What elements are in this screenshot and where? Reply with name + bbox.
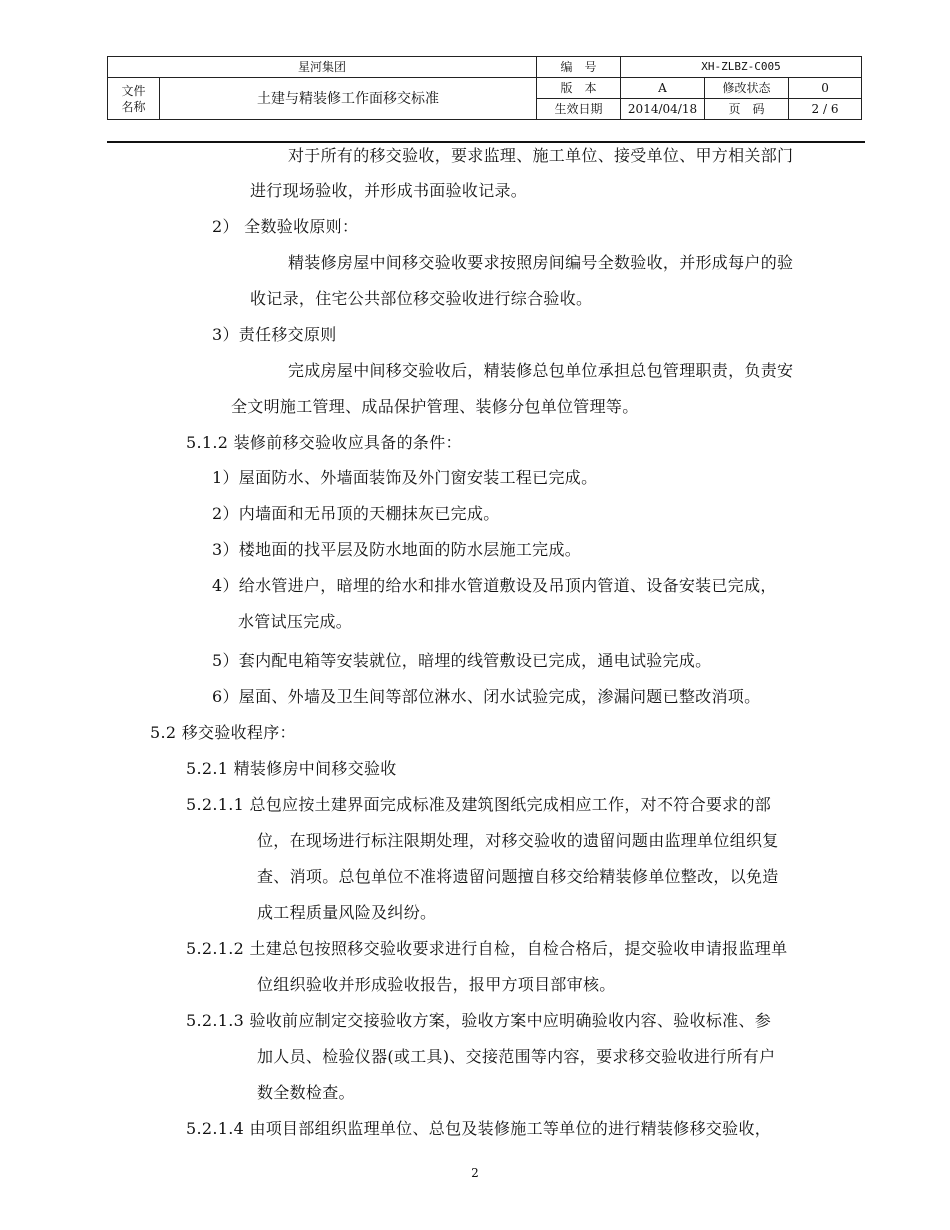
text-line: 收记录，住宅公共部位移交验收进行综合验收。 <box>250 289 593 308</box>
list-item: 3）楼地面的找平层及防水地面的防水层施工完成。 <box>212 540 582 559</box>
text-line: 对于所有的移交验收，要求监理、施工单位、接受单位、甲方相关部门 <box>288 146 794 165</box>
number-label: 编 号 <box>537 57 621 78</box>
page-label: 页 码 <box>705 99 789 120</box>
document-title: 土建与精装修工作面移交标准 <box>160 78 537 120</box>
effective-date-value: 2014/04/18 <box>621 99 705 120</box>
list-item: 4）给水管进户，暗埋的给水和排水管道敷设及吊顶内管道、设备安装已完成， <box>212 576 777 595</box>
text-line: 精装修房屋中间移交验收要求按照房间编号全数验收，并形成每户的验 <box>288 253 794 272</box>
list-item: 2）内墙面和无吊顶的天棚抹灰已完成。 <box>212 504 500 523</box>
list-item: 1）屋面防水、外墙面装饰及外门窗安装工程已完成。 <box>212 468 598 487</box>
text-line: 进行现场验收，并形成书面验收记录。 <box>250 181 528 200</box>
text-line: 2） 全数验收原则： <box>212 217 359 236</box>
version-value: A <box>621 78 705 99</box>
clause-text: 5.2.1.2 土建总包按照移交验收要求进行自检，自检合格后，提交验收申请报监理单 <box>186 939 788 958</box>
text-line: 全文明施工管理、成品保护管理、装修分包单位管理等。 <box>231 397 639 416</box>
page-number: 2 <box>471 1166 479 1180</box>
number-value: XH-ZLBZ-C005 <box>621 57 862 78</box>
effective-date-label: 生效日期 <box>537 99 621 120</box>
page-value: 2 / 6 <box>789 99 862 120</box>
subsection-heading: 5.2.1 精装修房中间移交验收 <box>186 759 397 778</box>
clause-text: 5.2.1.4 由项目部组织监理单位、总包及装修施工等单位的进行精装修移交验收， <box>186 1119 772 1138</box>
clause-text: 5.2.1.3 验收前应制定交接验收方案，验收方案中应明确验收内容、验收标准、参 <box>186 1011 772 1030</box>
clause-continuation: 加人员、检验仪器(或工具)、交接范围等内容，要求移交验收进行所有户 <box>257 1047 776 1066</box>
document-name-label-line2: 名称 <box>121 99 146 114</box>
clause-text: 5.2.1.1 总包应按土建界面完成标准及建筑图纸完成相应工作，对不符合要求的部 <box>186 795 772 814</box>
revision-value: 0 <box>789 78 862 99</box>
text-line: 3）责任移交原则 <box>212 325 337 344</box>
clause-continuation: 成工程质量风险及纠纷。 <box>257 903 437 922</box>
version-label: 版 本 <box>537 78 621 99</box>
clause-continuation: 位组织验收并形成验收报告，报甲方项目部审核。 <box>257 975 616 994</box>
clause-continuation: 查、消项。总包单位不准将遗留问题擅自移交给精装修单位整改，以免造 <box>257 867 779 886</box>
document-name-label-line1: 文件 <box>121 83 146 98</box>
text-line: 完成房屋中间移交验收后，精装修总包单位承担总包管理职责，负责安 <box>288 361 794 380</box>
revision-label: 修改状态 <box>705 78 789 99</box>
list-item: 5）套内配电箱等安装就位，暗埋的线管敷设已完成，通电试验完成。 <box>212 651 712 670</box>
list-item: 6）屋面、外墙及卫生间等部位淋水、闭水试验完成，渗漏问题已整改消项。 <box>212 687 761 706</box>
clause-continuation: 数全数检查。 <box>257 1083 355 1102</box>
section-heading: 5.2 移交验收程序： <box>150 723 296 742</box>
list-item-continuation: 水管试压完成。 <box>238 612 353 631</box>
section-heading: 5.1.2 装修前移交验收应具备的条件： <box>186 433 462 452</box>
company-name: 星河集团 <box>108 57 537 78</box>
clause-continuation: 位，在现场进行标注限期处理，对移交验收的遗留问题由监理单位组织复 <box>257 831 779 850</box>
